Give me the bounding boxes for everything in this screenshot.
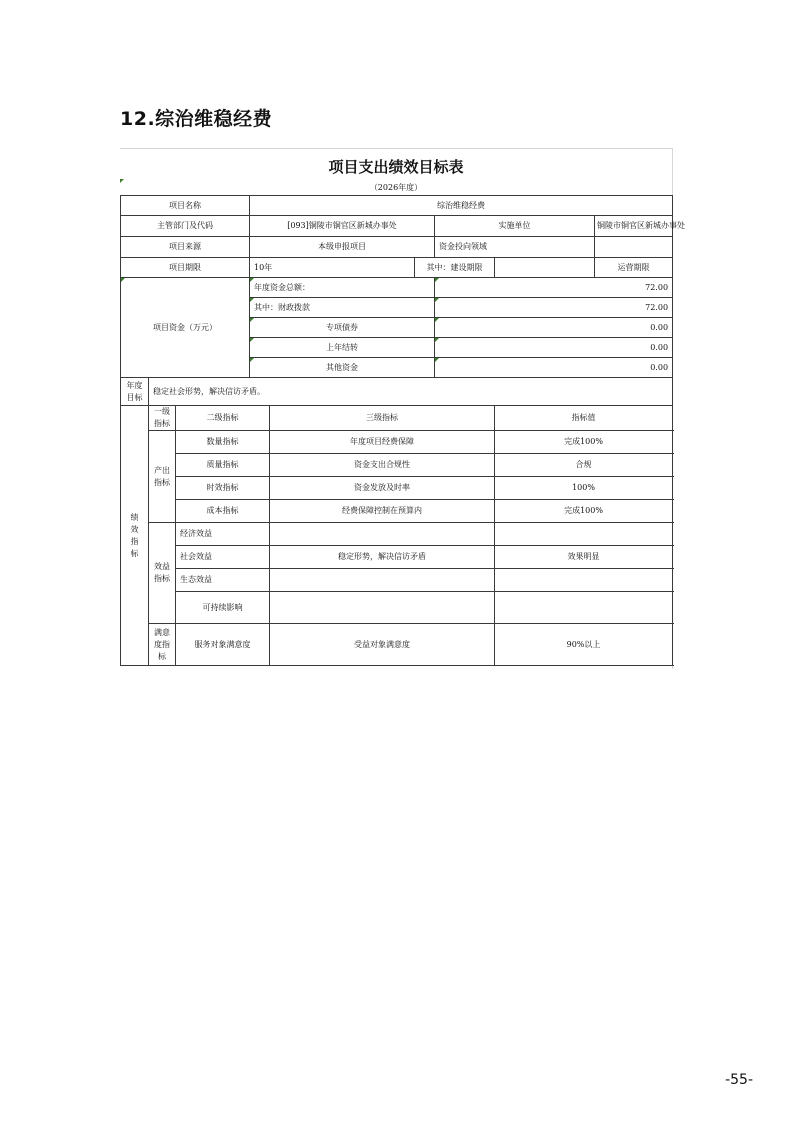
value-project-name: 综治维稳经费 <box>250 196 673 216</box>
label-department: 主管部门及代码 <box>121 216 250 237</box>
benefit-value <box>495 592 673 624</box>
fund-value-bonds: 0.00 <box>435 318 673 338</box>
table-title: 项目支出绩效目标表 <box>328 158 464 176</box>
value-project-period: 10年 <box>250 258 415 278</box>
benefit-level2: 经济效益 <box>176 523 270 546</box>
table-year: （2026年度） <box>369 183 423 192</box>
benefit-level3 <box>270 592 495 624</box>
page-number: -55- <box>725 1072 753 1088</box>
performance-indicators-text: 绩效指标 <box>130 512 139 558</box>
label-performance-indicators <box>121 406 149 666</box>
output-value: 完成100% <box>495 500 673 523</box>
output-level3: 经费保障控制在预算内 <box>270 500 495 523</box>
benefit-level3: 稳定形势，解决信访矛盾 <box>270 546 495 569</box>
satisfaction-level2: 服务对象满意度 <box>176 624 270 666</box>
benefit-level3 <box>270 569 495 592</box>
header-value: 指标值 <box>495 406 673 431</box>
label-annual-goal: 年度目标 <box>121 378 149 406</box>
output-value: 完成100% <box>495 431 673 454</box>
performance-goal-table <box>120 195 685 666</box>
fund-label-carryover: 上年结转 <box>250 338 435 358</box>
label-construction-period: 其中：建设期限 <box>415 258 495 278</box>
value-annual-goal: 稳定社会形势，解决信访矛盾。 <box>149 378 673 406</box>
label-project-name: 项目名称 <box>121 196 250 216</box>
value-fund-direction <box>595 237 673 258</box>
fund-value-fiscal: 72.00 <box>435 298 673 318</box>
label-satisfaction-indicators: 满意度指标 <box>149 624 176 666</box>
satisfaction-level3: 受益对象满意度 <box>270 624 495 666</box>
satisfaction-value: 90%以上 <box>495 624 673 666</box>
header-level1: 一级指标 <box>149 406 176 431</box>
label-fund-direction: 资金投向领域 <box>435 237 595 258</box>
benefit-value <box>495 523 673 546</box>
output-value: 100% <box>495 477 673 500</box>
output-value: 合规 <box>495 454 673 477</box>
section-title: 12.综治维稳经费 <box>120 108 273 130</box>
value-construction-period <box>495 258 595 278</box>
fund-value-total: 72.00 <box>435 278 673 298</box>
output-level3: 资金发放及时率 <box>270 477 495 500</box>
fund-value-other: 0.00 <box>435 358 673 378</box>
output-level2: 时效指标 <box>176 477 270 500</box>
benefit-value <box>495 569 673 592</box>
benefit-value: 效果明显 <box>495 546 673 569</box>
output-level2: 成本指标 <box>176 500 270 523</box>
output-level2: 数量指标 <box>176 431 270 454</box>
performance-table-sheet <box>120 148 685 669</box>
label-benefit-indicators: 效益指标 <box>149 523 176 624</box>
value-department: [093]铜陵市铜官区新城办事处 <box>250 216 435 237</box>
label-project-period: 项目期限 <box>121 258 250 278</box>
benefit-level2: 生态效益 <box>176 569 270 592</box>
benefit-level2: 社会效益 <box>176 546 270 569</box>
fund-label-other: 其他资金 <box>250 358 435 378</box>
benefit-level3 <box>270 523 495 546</box>
label-project-source: 项目来源 <box>121 237 250 258</box>
fund-value-carryover: 0.00 <box>435 338 673 358</box>
label-output-indicators: 产出指标 <box>149 431 176 523</box>
fund-label-fiscal: 其中：财政拨款 <box>250 298 435 318</box>
output-level2: 质量指标 <box>176 454 270 477</box>
label-operation-period: 运营期限 <box>595 258 673 278</box>
header-level2: 二级指标 <box>176 406 270 431</box>
label-implementing-unit: 实施单位 <box>435 216 595 237</box>
fund-label-bonds: 专项债券 <box>250 318 435 338</box>
header-level3: 三级指标 <box>270 406 495 431</box>
benefit-level2: 可持续影响 <box>176 592 270 624</box>
fund-label-total: 年度资金总额： <box>250 278 435 298</box>
output-level3: 资金支出合规性 <box>270 454 495 477</box>
output-level3: 年度项目经费保障 <box>270 431 495 454</box>
value-project-source: 本级申报项目 <box>250 237 435 258</box>
label-project-funds: 项目资金（万元） <box>121 278 250 378</box>
value-implementing-unit: 铜陵市铜官区新城办事处 <box>595 216 673 237</box>
